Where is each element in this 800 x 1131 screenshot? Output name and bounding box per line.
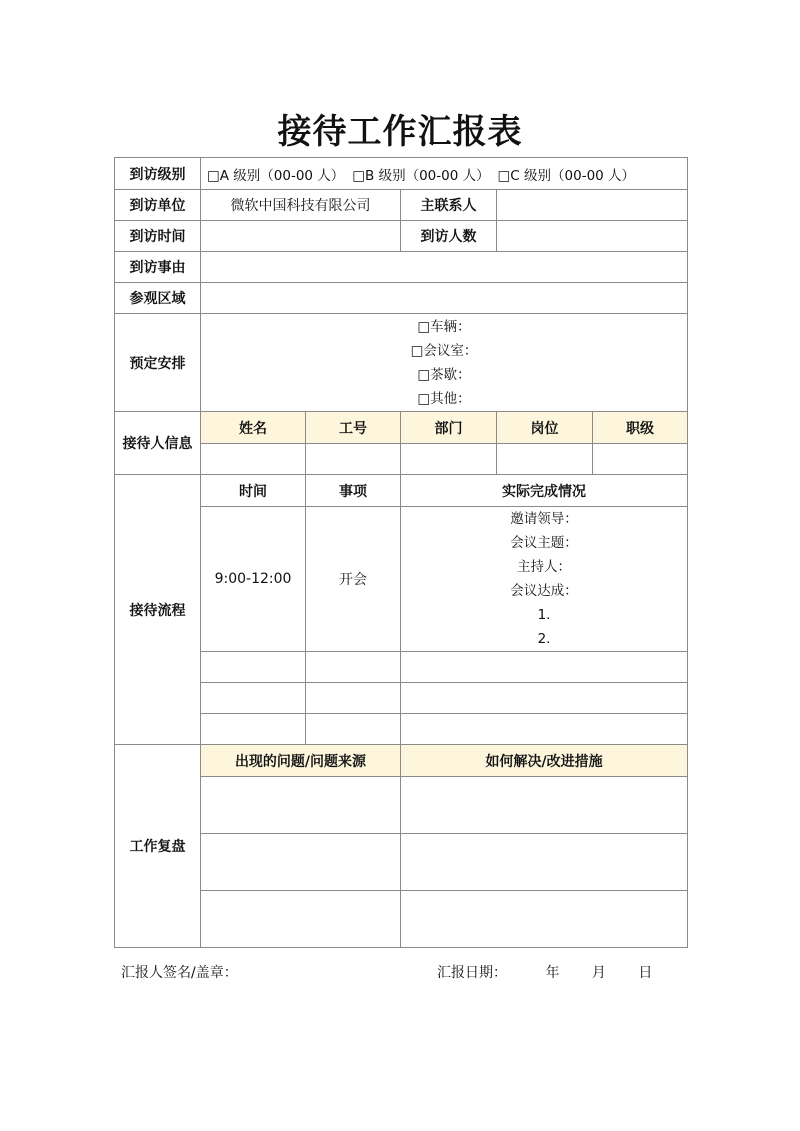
process-details-cell[interactable] bbox=[401, 714, 688, 745]
arrangement-row bbox=[115, 314, 688, 412]
visit-time-row bbox=[115, 221, 688, 252]
arrangement-items bbox=[201, 314, 688, 412]
review-solution-cell[interactable] bbox=[401, 834, 688, 891]
process-details-cell[interactable] bbox=[401, 652, 688, 683]
visit-time-value[interactable] bbox=[201, 221, 401, 252]
reception-name-cell[interactable] bbox=[201, 444, 306, 475]
review-row bbox=[115, 834, 688, 891]
visit-reason-row bbox=[115, 252, 688, 283]
date-month-label: 月 bbox=[591, 965, 606, 981]
visit-time-label: 到访时间 bbox=[115, 221, 201, 252]
review-row bbox=[115, 777, 688, 834]
column-header-time: 时间 bbox=[201, 475, 306, 507]
process-item-cell[interactable]: 开会 bbox=[306, 507, 401, 652]
review-problem-cell[interactable] bbox=[201, 834, 401, 891]
visit-level-option-a[interactable]: □A 级别（00-00 人） bbox=[207, 167, 345, 184]
reception-position-cell[interactable] bbox=[497, 444, 593, 475]
signature-label: 汇报人签名/盖章： bbox=[121, 965, 238, 981]
column-header-position: 岗位 bbox=[497, 412, 593, 444]
arrangement-item-vehicle[interactable]: □车辆： bbox=[417, 318, 471, 335]
process-header-row bbox=[115, 475, 688, 507]
reception-info-data-row bbox=[115, 444, 688, 475]
process-item-cell[interactable] bbox=[306, 683, 401, 714]
visitor-count-value[interactable] bbox=[497, 221, 688, 252]
detail-meeting-outcome: 会议达成： bbox=[510, 583, 578, 599]
date-year-label: 年 bbox=[545, 965, 560, 981]
arrangement-item-tea-break[interactable]: □茶歇： bbox=[417, 366, 471, 383]
visit-unit-label: 到访单位 bbox=[115, 190, 201, 221]
process-entry-row bbox=[115, 507, 688, 652]
detail-point-2: 2. bbox=[537, 631, 551, 647]
visit-level-option-c[interactable]: □C 级别（00-00 人） bbox=[497, 167, 636, 184]
visitor-count-label: 到访人数 bbox=[401, 221, 497, 252]
process-item-cell[interactable] bbox=[306, 652, 401, 683]
column-header-completion: 实际完成情况 bbox=[401, 475, 688, 507]
process-label: 接待流程 bbox=[115, 475, 201, 745]
column-header-rank: 职级 bbox=[593, 412, 688, 444]
visit-level-row bbox=[115, 158, 688, 190]
column-header-department: 部门 bbox=[401, 412, 497, 444]
column-header-solutions: 如何解决/改进措施 bbox=[401, 745, 688, 777]
visit-reason-value[interactable] bbox=[201, 252, 688, 283]
reception-info-header-row bbox=[115, 412, 688, 444]
main-contact-label: 主联系人 bbox=[401, 190, 497, 221]
review-header-row bbox=[115, 745, 688, 777]
main-contact-value[interactable] bbox=[497, 190, 688, 221]
review-label: 工作复盘 bbox=[115, 745, 201, 948]
visit-area-value[interactable] bbox=[201, 283, 688, 314]
process-details-cell[interactable] bbox=[401, 683, 688, 714]
process-time-cell[interactable] bbox=[201, 714, 306, 745]
visit-area-label: 参观区域 bbox=[115, 283, 201, 314]
reception-info-label: 接待人信息 bbox=[115, 412, 201, 475]
detail-meeting-topic: 会议主题： bbox=[510, 535, 578, 551]
date-day-label: 日 bbox=[638, 965, 653, 981]
column-header-employee-id: 工号 bbox=[306, 412, 401, 444]
detail-host: 主持人： bbox=[517, 559, 572, 575]
process-empty-row bbox=[115, 714, 688, 745]
detail-point-1: 1. bbox=[537, 607, 551, 623]
column-header-item: 事项 bbox=[306, 475, 401, 507]
visit-area-row bbox=[115, 283, 688, 314]
process-time-cell[interactable]: 9:00-12:00 bbox=[201, 507, 306, 652]
review-problem-cell[interactable] bbox=[201, 777, 401, 834]
visit-unit-value[interactable]: 微软中国科技有限公司 bbox=[201, 190, 401, 221]
detail-invite-leader: 邀请领导： bbox=[510, 511, 578, 527]
column-header-name: 姓名 bbox=[201, 412, 306, 444]
page-title: 接待工作汇报表 bbox=[277, 112, 523, 152]
arrangement-item-other[interactable]: □其他： bbox=[417, 390, 471, 407]
review-solution-cell[interactable] bbox=[401, 891, 688, 948]
process-time-cell[interactable] bbox=[201, 683, 306, 714]
report-date bbox=[437, 962, 652, 982]
reception-rank-cell[interactable] bbox=[593, 444, 688, 475]
column-header-problems: 出现的问题/问题来源 bbox=[201, 745, 401, 777]
visit-level-label: 到访级别 bbox=[115, 158, 201, 190]
review-solution-cell[interactable] bbox=[401, 777, 688, 834]
process-item-cell[interactable] bbox=[306, 714, 401, 745]
review-problem-cell[interactable] bbox=[201, 891, 401, 948]
process-empty-row bbox=[115, 683, 688, 714]
reception-department-cell[interactable] bbox=[401, 444, 497, 475]
visit-level-options bbox=[201, 158, 688, 190]
review-row bbox=[115, 891, 688, 948]
arrangement-label: 预定安排 bbox=[115, 314, 201, 412]
process-details-cell[interactable] bbox=[401, 507, 688, 652]
visit-unit-row bbox=[115, 190, 688, 221]
arrangement-item-meeting-room[interactable]: □会议室： bbox=[410, 342, 478, 359]
visit-reason-label: 到访事由 bbox=[115, 252, 201, 283]
process-empty-row bbox=[115, 652, 688, 683]
visit-level-option-b[interactable]: □B 级别（00-00 人） bbox=[352, 167, 490, 184]
report-date-label: 汇报日期： bbox=[437, 965, 507, 981]
process-time-cell[interactable] bbox=[201, 652, 306, 683]
reception-id-cell[interactable] bbox=[306, 444, 401, 475]
report-form-table bbox=[114, 157, 688, 948]
